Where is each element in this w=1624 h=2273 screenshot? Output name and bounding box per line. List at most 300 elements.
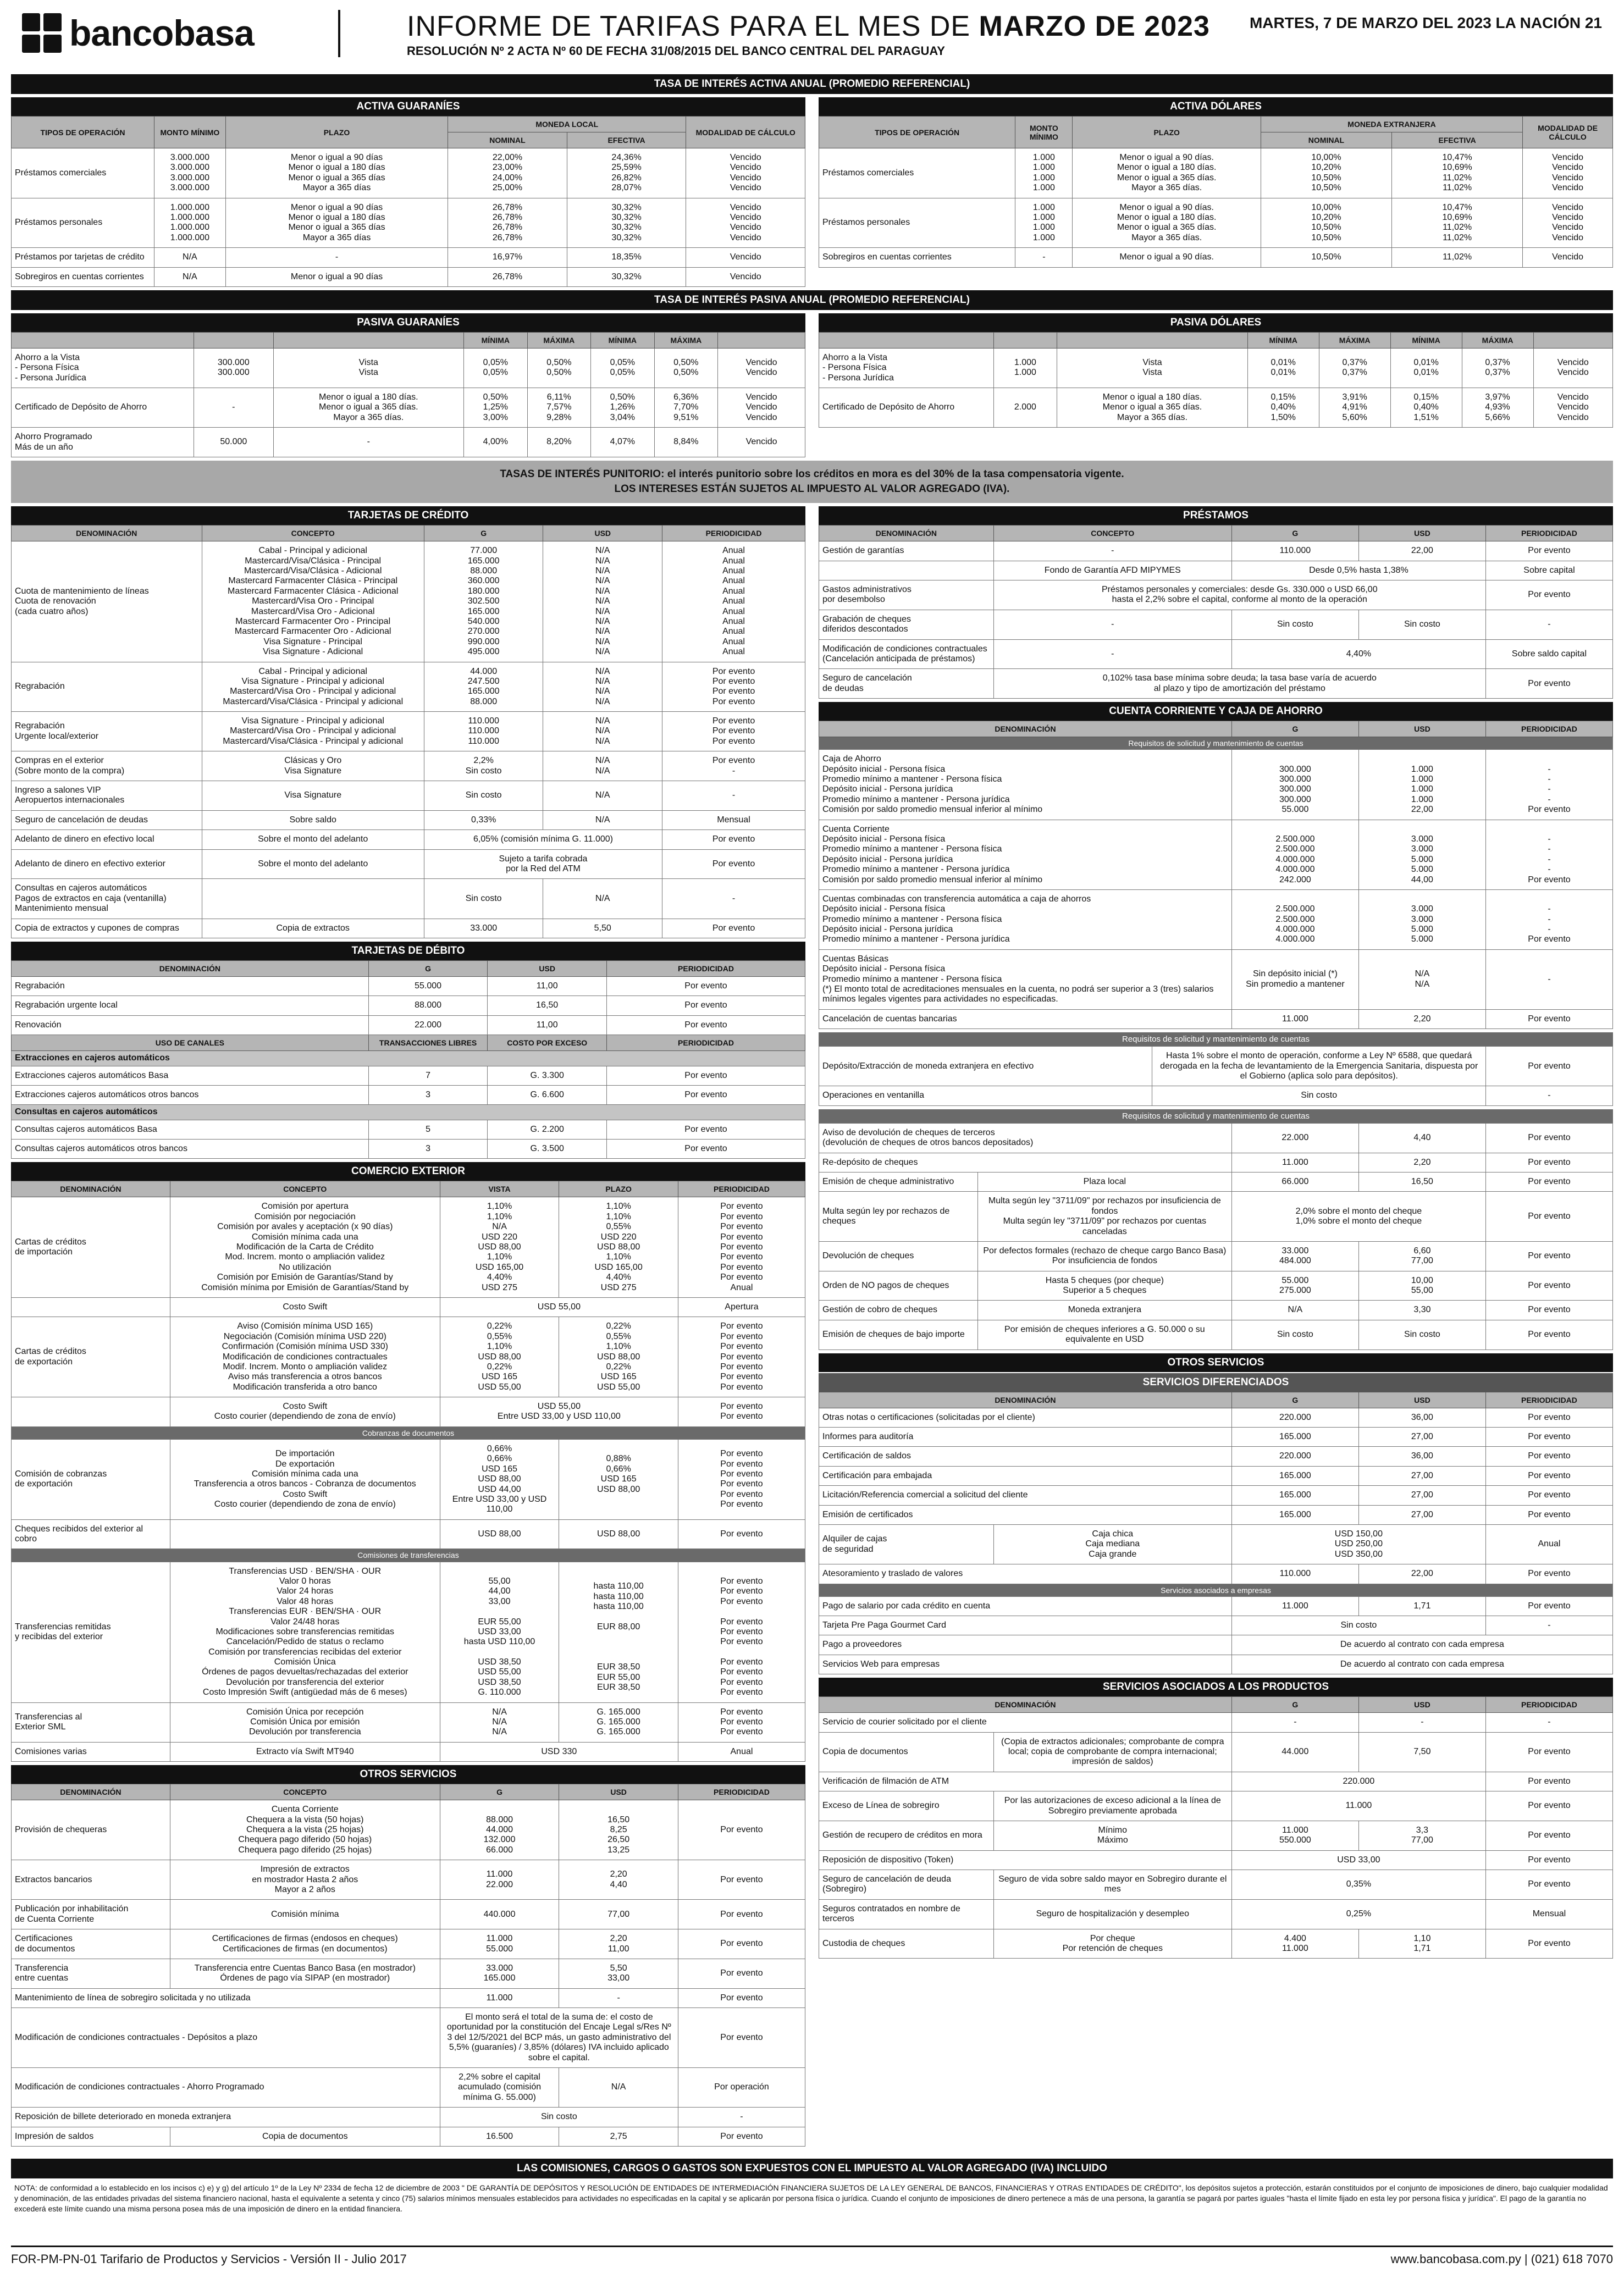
table-cell: Por evento — [1485, 1241, 1612, 1271]
table-cell: N/A N/A N/A — [543, 712, 662, 751]
table-cell: Por evento — [1485, 1123, 1612, 1153]
table-cell: Cabal - Principal y adicional Mastercard/Visa/Clásica - Principal Mastercard/Visa/Clásica - Adicional Mastercard Farmacenter Clásica - Principal Mastercard Farmacenter Clásica - Adicional Mastercard/Visa Oro - Principal Mastercard/Visa Oro - Adicional Mastercard Farmacenter Oro - Principal Mastercard Farmacenter Oro - Adicional Visa Signature - Principal Visa Signature - Adicional — [202, 541, 424, 662]
row-label: Provisión de chequeras — [12, 1800, 170, 1860]
table-cell: 11.000 — [1231, 1009, 1358, 1028]
row-label: Cheques recibidos del exterior al cobro — [12, 1519, 170, 1549]
table-cell: Por evento — [1485, 1466, 1612, 1485]
table-cell: - — [273, 428, 464, 457]
row-label: Transferencias remitidas y recibidas del exterior — [12, 1562, 170, 1702]
table-grid — [11, 525, 805, 938]
column-header: PERIODICIDAD — [1485, 526, 1612, 541]
table-title: OTROS SERVICIOS — [11, 1765, 805, 1784]
table-cell: 1,71 — [1358, 1596, 1485, 1616]
table-cell: Moneda extranjera — [977, 1301, 1231, 1320]
row-label: Transferencias al Exterior SML — [12, 1702, 170, 1742]
row-label: Emisión de cheque administrativo — [819, 1172, 978, 1191]
row-label: Multa según ley por rechazos de cheques — [819, 1192, 978, 1242]
table-cell: Sin costo — [424, 879, 543, 919]
table-cell: Aviso (Comisión mínima USD 165) Negociación (Comisión mínima USD 220) Confirmación (Comisión mínima USD 330) Modificación de condiciones contractuales Modif. Increm. Monto o ampliación validez Aviso más transferencia a otros bancos Modificación transferida a otro banco — [170, 1317, 440, 1397]
table-cell: 77.000 165.000 88.000 360.000 180.000 302.500 165.000 540.000 270.000 990.000 495.000 — [424, 541, 543, 662]
table-cell: 0,33% — [424, 810, 543, 829]
row-label: Aviso de devolución de cheques de terceros (devolución de cheques de otros bancos depositados) — [819, 1123, 1232, 1153]
punitorio-line-1: TASAS DE INTERÉS PUNITORIO: el interés punitorio sobre los créditos en mora es del 30% de la tasa compensatoria vigente. — [500, 468, 1124, 480]
table-cell: 77,00 — [559, 1900, 678, 1929]
table-cell: Clásicas y Oro Visa Signature — [202, 751, 424, 781]
column-header: MÍNIMA — [591, 332, 655, 348]
column-header — [1057, 332, 1248, 348]
header-row — [12, 117, 805, 132]
column-header: G — [440, 1784, 559, 1800]
table-cell: 0,01% 0,01% — [1247, 348, 1319, 388]
table-cell: Por evento — [1485, 1791, 1612, 1821]
table-cell: USD 88,00 — [440, 1519, 559, 1549]
row-label: Gestión de garantías — [819, 541, 994, 561]
row-label: Operaciones en ventanilla — [819, 1086, 1152, 1105]
table-cell: Por evento — [1485, 1428, 1612, 1447]
table-cell: 2,20 11,00 — [559, 1929, 678, 1959]
table-cell: 0,15% 0,40% 1,50% — [1247, 388, 1319, 428]
table-cell: Certificaciones de firmas (endosos en cheques) Certificaciones de firmas (en documentos) — [170, 1929, 440, 1959]
table-cell: Copia de extractos — [202, 919, 424, 938]
tarjetas-credito-table — [11, 506, 805, 938]
table-row — [12, 248, 805, 267]
table-row — [12, 541, 805, 662]
table-cell: 4,40% — [1231, 639, 1485, 669]
column-header: USO DE CANALES — [12, 1035, 369, 1051]
logo-mark-icon — [22, 13, 62, 53]
table-cell: 300.000 300.000 300.000 300.000 55.000 — [1231, 750, 1358, 820]
table-cell: Por evento — [1485, 1732, 1612, 1772]
table-cell: Por evento — [1485, 580, 1612, 610]
table-row — [12, 919, 805, 938]
table-cell: G. 3.500 — [488, 1140, 607, 1159]
table-cell: 2,20 4,40 — [559, 1860, 678, 1900]
table-grid — [819, 1392, 1613, 1675]
column-header — [273, 332, 464, 348]
table-cell: Cuenta Corriente Chequera a la vista (50 hojas) Chequera a la vista (25 hojas) Chequera pago diferido (50 hojas) Chequera pago diferido (25 hojas) — [170, 1800, 440, 1860]
table-cell: 0,22% 0,55% 1,10% USD 88,00 0,22% USD 165 USD 55,00 — [440, 1317, 559, 1397]
table-title: COMERCIO EXTERIOR — [11, 1162, 805, 1181]
table-cell: USD 33,00 — [1231, 1850, 1485, 1870]
column-header: USD — [1358, 721, 1485, 737]
table-cell: Apertura — [678, 1297, 805, 1317]
table-cell: - — [678, 2108, 805, 2127]
table-cell: Por evento — [606, 1066, 805, 1085]
table-cell: Por evento — [678, 2127, 805, 2146]
table-cell: - — [225, 248, 448, 267]
table-cell: 0,66% 0,66% USD 165 USD 88,00 USD 44,00 Entre USD 33,00 y USD 110,00 — [440, 1439, 559, 1519]
header-row — [819, 1392, 1613, 1408]
table-cell: 110.000 — [1231, 541, 1358, 561]
column-header: CONCEPTO — [170, 1181, 440, 1197]
column-header: PERIODICIDAD — [678, 1181, 805, 1197]
header-row — [819, 117, 1613, 132]
table-cell: 0,22% 0,55% 1,10% USD 88,00 0,22% USD 165 USD 55,00 — [559, 1317, 678, 1397]
table-cell: 16,50 — [1358, 1172, 1485, 1191]
column-header: COSTO POR EXCESO — [488, 1035, 607, 1051]
table-cell: 1,10% 1,10% 0,55% USD 220 USD 88,00 1,10% USD 165,00 4,40% USD 275 — [559, 1197, 678, 1298]
table-cell: N/A — [543, 781, 662, 811]
row-label: Préstamos por tarjetas de crédito — [12, 248, 154, 267]
footer-contact: www.bancobasa.com.py | (021) 618 7070 — [1390, 2252, 1613, 2266]
column-header: PERIODICIDAD — [606, 960, 805, 976]
table-cell: 1.000 1.000 1.000 1.000 — [1015, 148, 1073, 198]
table-row — [819, 1192, 1613, 1242]
table-cell: 300.000 300.000 — [194, 348, 273, 388]
table-cell: 22.000 — [1231, 1123, 1358, 1153]
table-cell: Por evento — [1485, 541, 1612, 561]
table-row — [12, 1426, 805, 1439]
table-row — [12, 1015, 805, 1035]
table-row — [12, 1562, 805, 1702]
table-cell: De acuerdo al contrato con cada empresa — [1231, 1655, 1612, 1674]
table-row — [819, 1086, 1613, 1105]
table-cell: 3.000 3.000 5.000 5.000 — [1358, 889, 1485, 949]
footer-form-code: FOR-PM-PN-01 Tarifario de Productos y Servicios - Versión II - Julio 2017 — [11, 2252, 407, 2266]
table-cell: N/A N/A — [1358, 949, 1485, 1009]
bank-logo — [22, 12, 254, 54]
row-label: Requisitos de solicitud y mantenimiento de cuentas — [819, 737, 1613, 750]
table-row — [819, 248, 1613, 267]
table-cell: Por evento - — [662, 751, 805, 781]
table-cell: Seguro de hospitalización y desempleo — [993, 1899, 1231, 1929]
table-row — [12, 1860, 805, 1900]
table-cell: 24,36% 25,59% 26,82% 28,07% — [567, 148, 686, 198]
row-label: Pago a proveedores — [819, 1635, 1232, 1655]
table-cell: Hasta 5 cheques (por cheque) Superior a 5 cheques — [977, 1271, 1231, 1301]
table-row — [12, 1051, 805, 1066]
table-cell: - — [1231, 1713, 1358, 1732]
table-row — [12, 1317, 805, 1397]
column-header: MONEDA EXTRANJERA — [1261, 117, 1522, 132]
table-cell: Por operación — [678, 2068, 805, 2108]
row-label: Extracciones cajeros automáticos otros bancos — [12, 1085, 369, 1104]
table-row — [819, 669, 1613, 699]
table-cell: 11,02% — [1392, 248, 1523, 267]
row-label: Transferencia entre cuentas — [12, 1959, 170, 1988]
column-header: DENOMINACIÓN — [12, 1181, 170, 1197]
table-row — [819, 1655, 1613, 1674]
row-label: Informes para auditoría — [819, 1428, 1232, 1447]
row-label: Consultas en cajeros automáticos Pagos de extractos en caja (ventanilla) Mantenimiento mensual — [12, 879, 202, 919]
table-cell: 16.500 — [440, 2127, 559, 2146]
table-cell: USD 330 — [440, 1742, 678, 1761]
table-row — [819, 580, 1613, 610]
column-header: G — [424, 526, 543, 541]
table-row — [12, 148, 805, 198]
table-cell: Vencido Vencido — [718, 348, 805, 388]
row-label — [819, 561, 994, 580]
table-cell: 7,50 — [1358, 1732, 1485, 1772]
tariff-content — [11, 74, 1613, 2215]
table-subtitle: SERVICIOS DIFERENCIADOS — [819, 1372, 1613, 1392]
table-row — [819, 1596, 1613, 1616]
table-cell: De importación De exportación Comisión mínima cada una Transferencia a otros bancos - Cobranza de documentos Costo Swift Costo courier (dependiendo de zona de envío) — [170, 1439, 440, 1519]
table-cell: - - - Por evento — [1485, 889, 1612, 949]
punitorio-line-2: LOS INTERESES ESTÁN SUJETOS AL IMPUESTO AL VALOR AGREGADO (IVA). — [614, 483, 1010, 495]
table-cell: Hasta 1% sobre el monto de operación, conforme a Ley Nº 6588, que quedará derogada en la fecha de levantamiento de la Emergencia Sanitaria, dispuesta por el Gobierno (aplica solo para depósitos). — [1152, 1047, 1485, 1086]
otros-servicios-left-table — [11, 1765, 805, 2147]
table-cell: Por evento — [606, 976, 805, 996]
column-header: USD — [559, 1784, 678, 1800]
row-label: Seguro de cancelación de deudas — [12, 810, 202, 829]
table-cell: 30,32% 30,32% 30,32% 30,32% — [567, 198, 686, 248]
column-header: USD — [1358, 526, 1485, 541]
table-cell: 88.000 44.000 132.000 66.000 — [440, 1800, 559, 1860]
column-header: G — [1231, 721, 1358, 737]
column-header: DENOMINACIÓN — [12, 526, 202, 541]
table-row — [12, 428, 805, 457]
column-header: MÁXIMA — [527, 332, 591, 348]
row-label: Compras en el exterior (Sobre monto de la compra) — [12, 751, 202, 781]
table-cell: 16,97% — [448, 248, 567, 267]
table-cell: Cabal - Principal y adicional Visa Signature - Principal y adicional Mastercard/Visa Oro - Principal y adicional Mastercard/Visa/Clásica - Principal y adicional — [202, 662, 424, 712]
table-cell: Visa Signature — [202, 781, 424, 811]
table-grid — [819, 332, 1613, 428]
row-label: Extracciones cajeros automáticos Basa — [12, 1066, 369, 1085]
row-label: Sobregiros en cuentas corrientes — [819, 248, 1015, 267]
table-title: TARJETAS DE CRÉDITO — [11, 506, 805, 525]
column-header: DENOMINACIÓN — [819, 526, 994, 541]
column-header: PLAZO — [225, 117, 448, 148]
table-title: ACTIVA GUARANÍES — [11, 97, 805, 116]
table-grid — [11, 116, 805, 287]
table-row — [819, 1447, 1613, 1466]
table-row — [819, 388, 1613, 428]
table-title: PASIVA DÓLARES — [819, 313, 1613, 332]
column-header: MÁXIMA — [1462, 332, 1533, 348]
table-cell: 11.000 — [1231, 1596, 1358, 1616]
table-row — [12, 830, 805, 849]
table-cell: Sin costo — [1231, 1320, 1358, 1350]
table-row — [12, 2068, 805, 2108]
row-label: Cancelación de cuentas bancarias — [819, 1009, 1232, 1028]
table-cell: Por evento — [678, 2008, 805, 2068]
table-cell: 26,78% — [448, 267, 567, 286]
table-cell: N/A N/A N/A N/A — [543, 662, 662, 712]
table-cell: Plaza local — [977, 1172, 1231, 1191]
table-row — [12, 1929, 805, 1959]
table-cell: 55.000 — [368, 976, 488, 996]
table-title: OTROS SERVICIOS — [819, 1353, 1613, 1372]
row-label: Emisión de cheques de bajo importe — [819, 1320, 978, 1350]
table-cell: Por evento Por evento Por evento Por evento Por evento Por evento Por evento — [678, 1317, 805, 1397]
table-cell: - — [993, 639, 1231, 669]
row-label: Regrabación — [12, 976, 369, 996]
header-row — [12, 1181, 805, 1197]
table-row — [12, 1105, 805, 1120]
row-label: Certificación de saldos — [819, 1447, 1232, 1466]
table-cell: 5,50 33,00 — [559, 1959, 678, 1988]
table-cell: Desde 0,5% hasta 1,38% — [1231, 561, 1485, 580]
row-label: Orden de NO pagos de cheques — [819, 1271, 978, 1301]
table-cell: Por evento — [1485, 1870, 1612, 1900]
table-row — [12, 976, 805, 996]
table-cell: Por evento — [678, 1959, 805, 1988]
table-cell: 11.000 — [1231, 1791, 1485, 1821]
row-label: Pago de salario por cada crédito en cuenta — [819, 1596, 1232, 1616]
table-cell: Anual — [678, 1742, 805, 1761]
table-row — [12, 1988, 805, 2007]
row-label: Depósito/Extracción de moneda extranjera en efectivo — [819, 1047, 1152, 1086]
table-row — [819, 1713, 1613, 1732]
table-row — [819, 1153, 1613, 1172]
table-row — [819, 1772, 1613, 1791]
table-cell: N/A — [154, 267, 225, 286]
table-cell: - — [559, 1988, 678, 2007]
row-label: Verificación de filmación de ATM — [819, 1772, 1232, 1791]
table-cell: Por evento Por evento Por evento — [678, 1702, 805, 1742]
table-row — [819, 1505, 1613, 1524]
table-cell: 44.000 247.500 165.000 88.000 — [424, 662, 543, 712]
row-label: Comisiones de transferencias — [12, 1549, 805, 1562]
row-label: Comisión de cobranzas de exportación — [12, 1439, 170, 1519]
table-grid — [11, 960, 805, 1159]
table-cell: G. 3.300 — [488, 1066, 607, 1085]
column-header: DENOMINACIÓN — [12, 960, 369, 976]
table-row — [12, 348, 805, 388]
table-cell: Por evento — [1485, 1486, 1612, 1505]
row-label: Extracciones en cajeros automáticos — [12, 1051, 805, 1066]
column-header: DENOMINACIÓN — [12, 1784, 170, 1800]
row-label: Cuentas combinadas con transferencia automática a caja de ahorros Depósito inicial - Persona física Promedio mínimo a mantener - Persona física Depósito inicial - Persona jurídica Promedio mínimo a mantener - Persona jurídica — [819, 889, 1232, 949]
table-cell: - — [662, 781, 805, 811]
table-cell: N/A — [543, 810, 662, 829]
column-header: G — [1231, 526, 1358, 541]
row-label: Servicios Web para empresas — [819, 1655, 1232, 1674]
table-cell: Sin costo — [440, 2108, 678, 2127]
row-label: Servicio de courier solicitado por el cliente — [819, 1713, 1232, 1732]
row-label: Reposición de dispositivo (Token) — [819, 1850, 1232, 1870]
table-row — [819, 1408, 1613, 1427]
column-header — [993, 332, 1057, 348]
table-row — [12, 1702, 805, 1742]
table-row — [819, 949, 1613, 1009]
table-row — [819, 639, 1613, 669]
table-cell: 2,0% sobre el monto del cheque 1,0% sobre el monto del cheque — [1231, 1192, 1485, 1242]
table-cell: 5,50 — [543, 919, 662, 938]
table-row — [819, 1564, 1613, 1584]
row-label: Impresión de saldos — [12, 2127, 170, 2146]
table-row — [819, 1301, 1613, 1320]
table-cell: Sin costo — [1358, 1320, 1485, 1350]
table-cell: - - - - Por evento — [1485, 820, 1612, 889]
table-cell: G. 165.000 G. 165.000 G. 165.000 — [559, 1702, 678, 1742]
table-cell: 11,00 — [488, 976, 607, 996]
table-row — [819, 1123, 1613, 1153]
row-label: Ahorro a la Vista - Persona Física - Persona Jurídica — [12, 348, 194, 388]
otros-servicios-right-table — [819, 1353, 1613, 1675]
table-cell: Vencido Vencido — [1533, 348, 1612, 388]
table-title: Requisitos de solicitud y mantenimiento de cuentas — [819, 1032, 1613, 1046]
table-cell: Transferencia entre Cuentas Banco Basa (en mostrador) Órdenes de pago vía SIPAP (en mostrador) — [170, 1959, 440, 1988]
table-cell: Por evento Por evento Por evento — [662, 712, 805, 751]
table-cell: Por evento — [662, 919, 805, 938]
row-label: Cartas de créditos de importación — [12, 1197, 170, 1298]
table-cell: USD 55,00 Entre USD 33,00 y USD 110,00 — [440, 1397, 678, 1427]
table-cell: 8,20% — [527, 428, 591, 457]
table-cell: 440.000 — [440, 1900, 559, 1929]
table-cell: Sobre saldo — [202, 810, 424, 829]
column-header: EFECTIVA — [567, 132, 686, 148]
table-cell: 16,50 8,25 26,50 13,25 — [559, 1800, 678, 1860]
table-row — [12, 751, 805, 781]
table-cell: N/A — [154, 248, 225, 267]
row-label: Seguro de cancelación de deudas — [819, 669, 994, 699]
table-cell: Sujeto a tarifa cobrada por la Red del ATM — [424, 849, 662, 879]
column-header: USD — [1358, 1697, 1485, 1713]
table-cell: Por evento Por evento Por evento Por evento Por evento Por evento Por evento Por evento Por evento Por evento — [678, 1562, 805, 1702]
table-cell: N/A — [559, 2068, 678, 2108]
row-label: Consultas cajeros automáticos otros bancos — [12, 1140, 369, 1159]
table-cell: Comisión por apertura Comisión por negociación Comisión por avales y aceptación (x 90 días) Comisión mínima cada una Modificación de la Carta de Crédito Mod. Increm. monto o ampliación validez No utilización Comisión por Emisión de Garantías/Stand by Comisión mínima por Emisión de Garantías/Stand by — [170, 1197, 440, 1298]
column-header — [819, 332, 994, 348]
table-cell: Vencido — [686, 248, 805, 267]
header-row — [12, 332, 805, 348]
activa-dolares-table — [819, 97, 1613, 268]
row-label: Tarjeta Pre Paga Gourmet Card — [819, 1616, 1232, 1635]
row-label: Mantenimiento de línea de sobregiro solicitada y no utilizada — [12, 1988, 440, 2007]
row-label: Modificación de condiciones contractuales (Cancelación anticipada de préstamos) — [819, 639, 994, 669]
table-cell: Por evento — [662, 849, 805, 879]
table-row — [12, 712, 805, 751]
row-label: Ahorro a la Vista - Persona Física - Persona Jurídica — [819, 348, 994, 388]
table-cell: - — [1485, 1616, 1612, 1635]
table-cell: Por evento — [678, 1860, 805, 1900]
table-grid — [819, 116, 1613, 268]
table-cell: 0,25% — [1231, 1899, 1485, 1929]
table-row — [12, 1900, 805, 1929]
row-label: Custodia de cheques — [819, 1929, 994, 1959]
table-row — [819, 1899, 1613, 1929]
table-cell: N/A — [1231, 1301, 1358, 1320]
header-row — [819, 332, 1613, 348]
column-header: EFECTIVA — [1392, 132, 1523, 148]
row-label: Devolución de cheques — [819, 1241, 978, 1271]
row-label: Regrabación — [12, 662, 202, 712]
table-cell: 6,11% 7,57% 9,28% — [527, 388, 591, 428]
table-cell: Sobre capital — [1485, 561, 1612, 580]
table-row — [819, 1428, 1613, 1447]
table-cell: 0,01% 0,01% — [1390, 348, 1462, 388]
table-cell: - — [1015, 248, 1073, 267]
table-cell: Multa según ley "3711/09" por rechazos por insuficiencia de fondos Multa según ley "3711/09" por rechazos por cuentas canceladas — [977, 1192, 1231, 1242]
table-cell: Caja chica Caja mediana Caja grande — [993, 1524, 1231, 1564]
column-header — [12, 332, 194, 348]
table-row — [12, 1959, 805, 1988]
table-row — [819, 1732, 1613, 1772]
row-label: Copia de documentos — [819, 1732, 994, 1772]
column-header: CONCEPTO — [170, 1784, 440, 1800]
row-label: Ahorro Programado Más de un año — [12, 428, 194, 457]
table-cell: 2,75 — [559, 2127, 678, 2146]
logo-text: bancobasa — [69, 13, 254, 53]
activa-title: TASA DE INTERÉS ACTIVA ANUAL (PROMEDIO REFERENCIAL) — [11, 74, 1613, 94]
table-title: Requisitos de solicitud y mantenimiento de cuentas — [819, 1109, 1613, 1123]
table-cell: Menor o igual a 180 días. Menor o igual a 365 días. Mayor a 365 días. — [273, 388, 464, 428]
table-cell: G. 2.200 — [488, 1120, 607, 1139]
row-label: Seguros contratados en nombre de terceros — [819, 1899, 994, 1929]
table-row — [819, 820, 1613, 889]
row-label: Regrabación Urgente local/exterior — [12, 712, 202, 751]
table-cell: Por evento — [606, 1015, 805, 1035]
table-cell: 220.000 — [1231, 1447, 1358, 1466]
pasiva-dolares-table — [819, 313, 1613, 428]
table-cell: Por evento — [678, 1519, 805, 1549]
table-title: PRÉSTAMOS — [819, 506, 1613, 525]
table-cell: Sin depósito inicial (*) Sin promedio a mantener — [1231, 949, 1358, 1009]
column-header: NOMINAL — [448, 132, 567, 148]
